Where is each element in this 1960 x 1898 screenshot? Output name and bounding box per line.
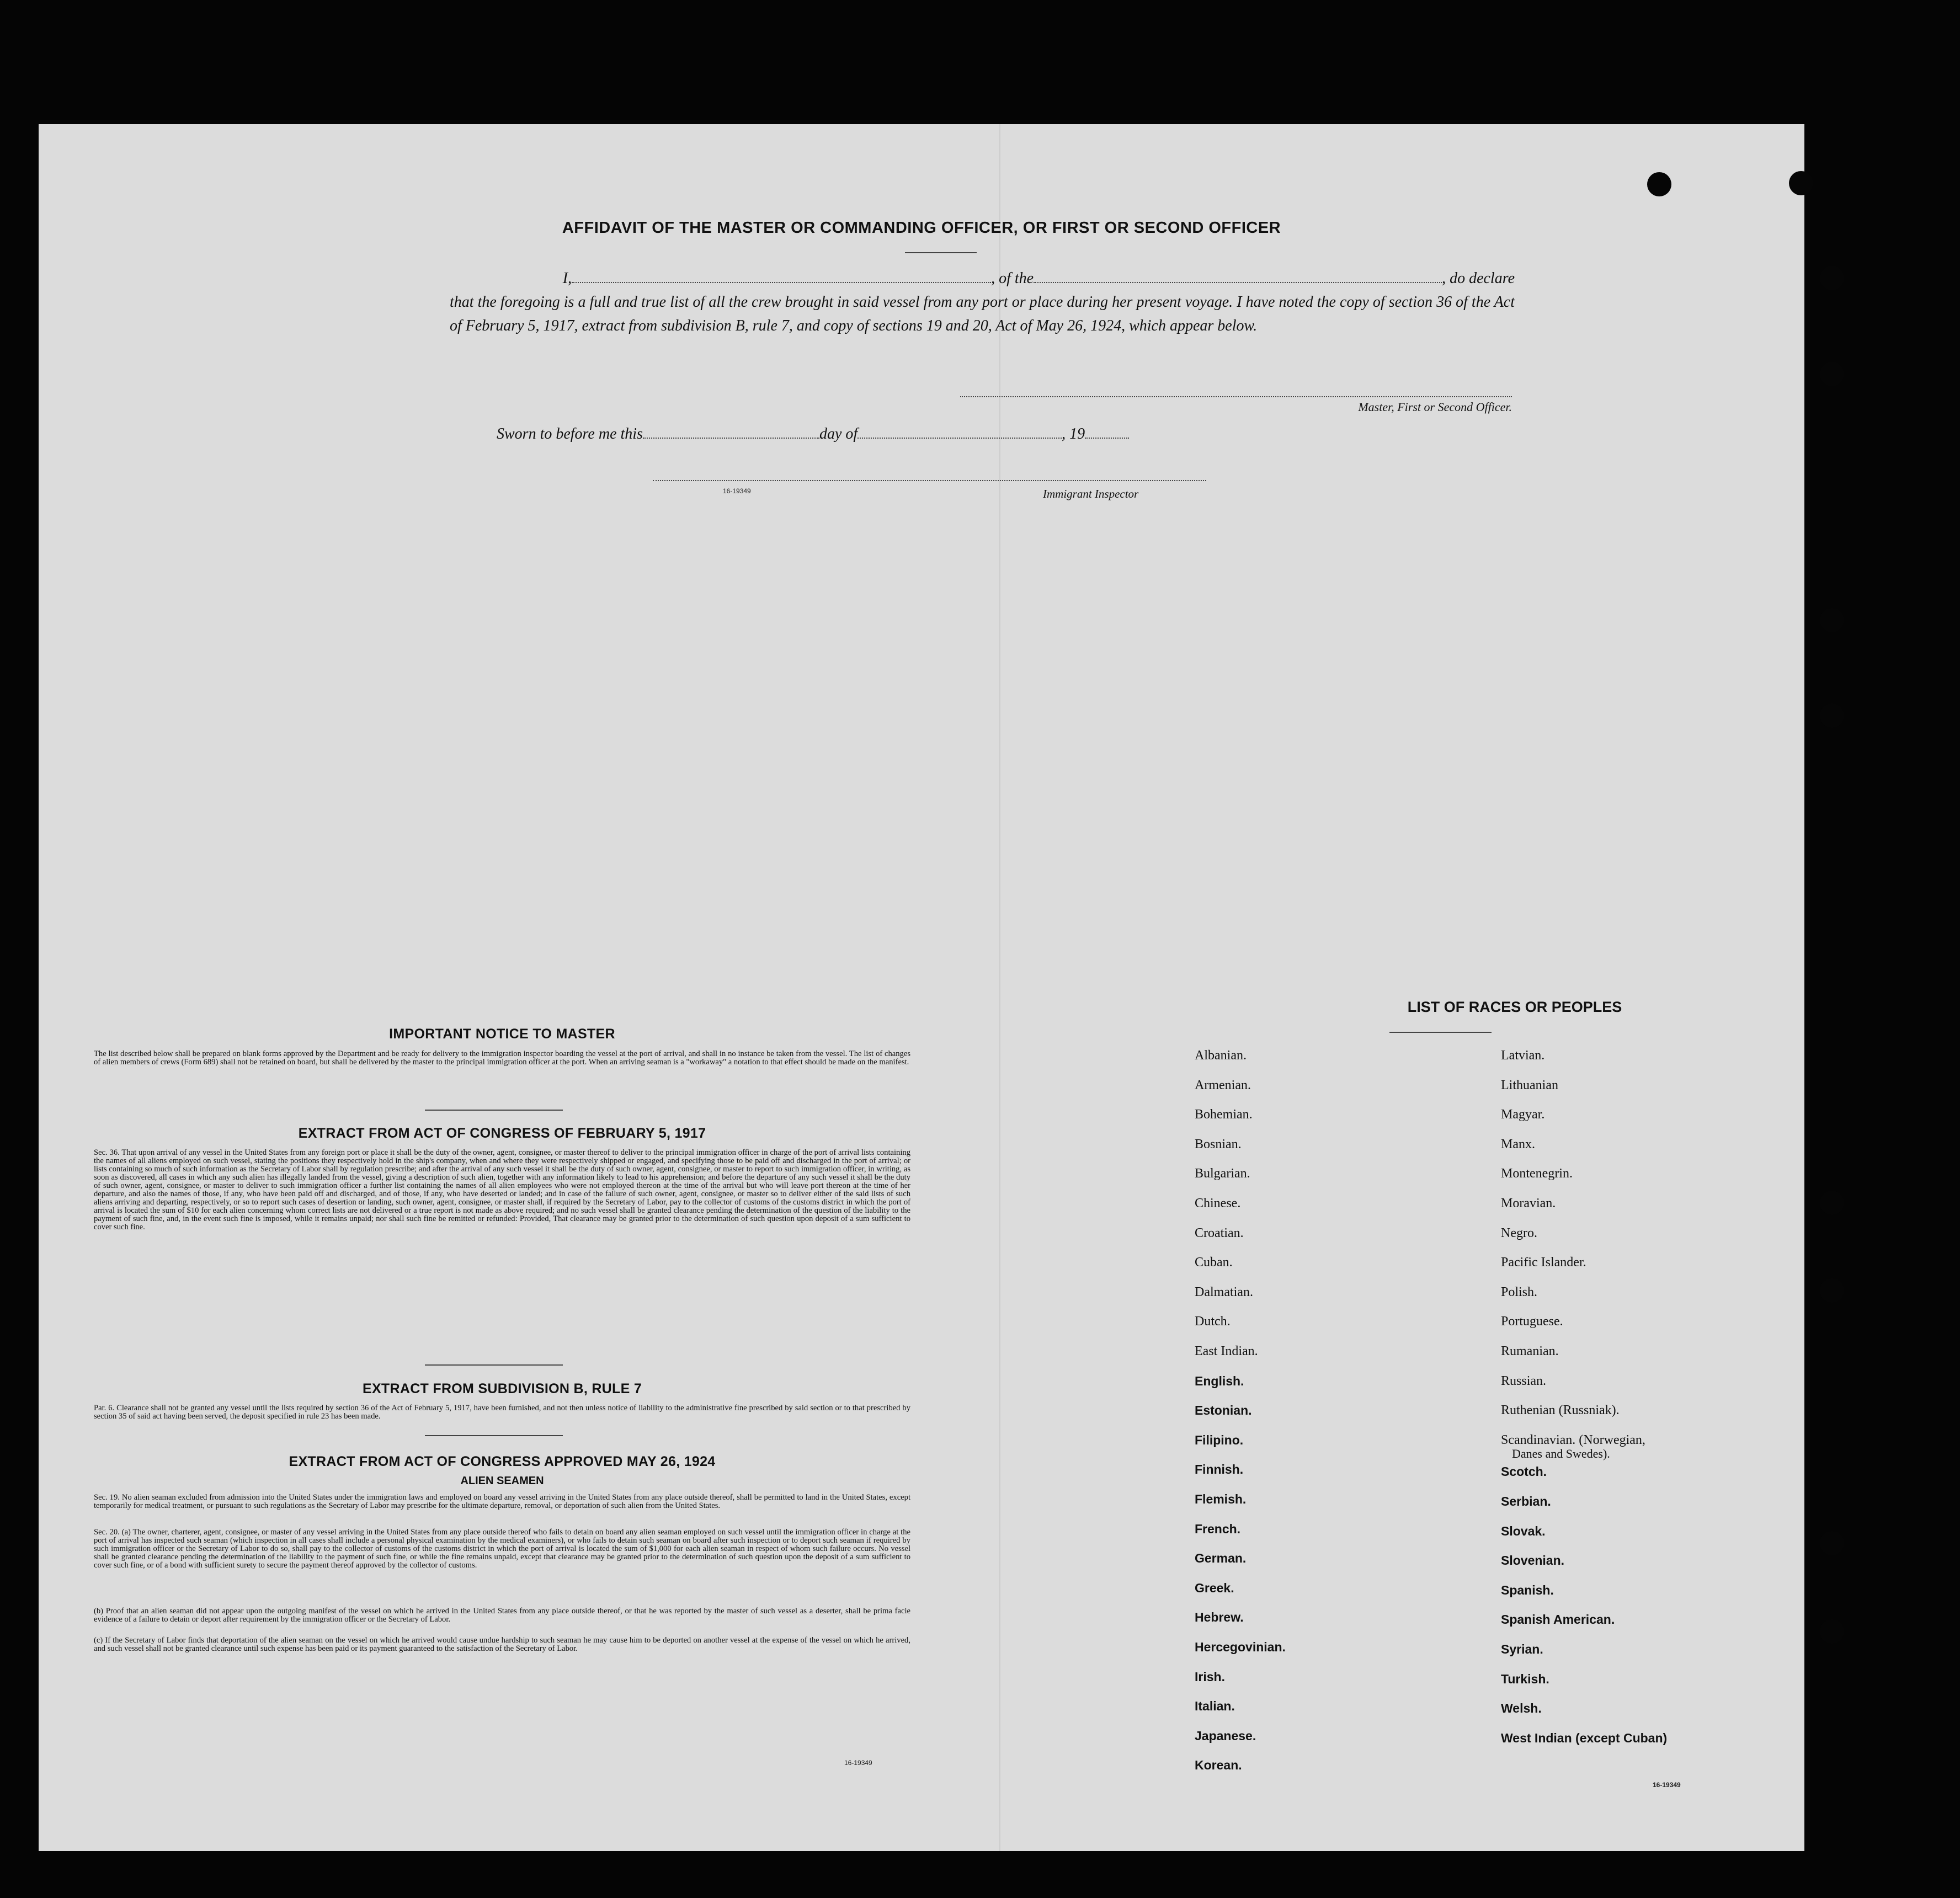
race-item: Armenian. <box>1195 1078 1251 1092</box>
race-item: Turkish. <box>1501 1671 1549 1686</box>
declare-label: , do declare <box>1442 270 1515 287</box>
form-number: 16-19349 <box>844 1759 872 1767</box>
divider <box>425 1110 563 1111</box>
punch-hole <box>1820 266 1844 290</box>
day-of-label: day of <box>819 425 858 442</box>
punch-hole <box>1820 703 1844 728</box>
race-item: Chinese. <box>1195 1196 1241 1211</box>
race-item: Serbian. <box>1501 1494 1551 1508</box>
race-item: Syrian. <box>1501 1642 1543 1656</box>
race-item: Montenegrin. <box>1501 1166 1573 1181</box>
race-item: Irish. <box>1195 1669 1225 1684</box>
master-signature-line[interactable] <box>960 396 1512 397</box>
extract-1917-text: Sec. 36. That upon arrival of any vessel in the United States from any foreign port or place it shall be the duty of the owner, agent, consignee, or master thereof to deliver to the principal immigration officer in charge of the port of arrival lists containing the names of all aliens employed on such vessel, stating the positions they respectively hold in the ship's company, when and where they were respectively shipped or engaged, and specifying those to be paid off and discharged in the port of arrival; or lists containing so much of such information as the Secretary of Labor shall by regulation prescribe; and after the arrival of any such vessel it shall be the duty of such owner, agent, consignee, or master to report to such immigration officer, in writing, as soon as discovered, all cases in which any such alien has illegally landed from the vessel, giving a description of such alien, together with any information likely to lead to his apprehension; and before the departure of any such vessel it shall be the duty of such owner, agent, consignee, or master to deliver to such immigration officer a further list containing the names of all alien employees who were not employed thereon at the time of the arrival but who will leave port thereon at the time of her departure, and also the names of those, if any, who have been paid off and discharged, and of those, if any, who have deserted or landed; and in case of the failure of such owner, agent, consignee, or master so to deliver either of the said lists of such aliens arriving and departing, respectively, or so to report such cases of desertion or landing, such owner, agent, consignee, or master shall, if required by the Secretary of Labor, pay to the collector of customs of the customs district in which the port of arrival is located the sum of $10 for each alien concerning whom correct lists are not delivered or a true report is not made as above required; and no such vessel shall be granted clearance pending the determination of the question of the liability to the payment of such fine, and, in the event such fine is imposed, while it remains unpaid; nor shall such fine be remitted or refunded: Provided, That clearance may be granted prior to the determination of such question upon deposit of a sum sufficient to cover such fine. <box>94 1148 910 1231</box>
race-item: Hebrew. <box>1195 1610 1244 1625</box>
sworn-month-field[interactable] <box>858 425 1062 439</box>
extract-rule7-text: Par. 6. Clearance shall not be granted any vessel until the lists required by section 36 of the Act of February 5, 1917, have been furnished, and not then unless notice of liability to the administrative fine prescribed by said section or to that prescribed by section 35 of said act having been served, the deposit specified in rule 23 has been made. <box>94 1404 910 1421</box>
sec20b-text: (b) Proof that an alien seaman did not appear upon the outgoing manifest of the vessel on which he arrived in the United States from any place outside thereof, or that he was reported by the master of such vessel as a deserter, shall be prima facie evidence of a failure to detain or deport after requirement by the immigration officer or the Secretary of Labor. <box>94 1607 910 1624</box>
inspector-signature-line[interactable] <box>653 480 1206 481</box>
i-label: I, <box>562 270 572 287</box>
punch-hole <box>1820 362 1844 386</box>
race-item: Polish. <box>1501 1284 1538 1299</box>
race-item: Manx. <box>1501 1137 1535 1151</box>
race-item: East Indian. <box>1195 1344 1258 1358</box>
affidavit-declaration-line <box>450 266 1515 290</box>
race-item: Filipino. <box>1195 1432 1244 1447</box>
divider <box>1389 1032 1492 1033</box>
divider <box>425 1364 563 1366</box>
race-item: Portuguese. <box>1501 1314 1563 1329</box>
race-item: English. <box>1195 1373 1244 1388</box>
race-item: Spanish. <box>1501 1582 1554 1597</box>
race-item: Bulgarian. <box>1195 1166 1250 1181</box>
race-item: Scandinavian. (Norwegian, <box>1501 1432 1645 1447</box>
race-item: Estonian. <box>1195 1403 1252 1418</box>
race-item: Japanese. <box>1195 1728 1256 1743</box>
race-item: Slovenian. <box>1501 1553 1565 1568</box>
form-number: 16-19349 <box>1653 1781 1681 1789</box>
punch-hole <box>1820 1619 1844 1644</box>
race-item: Greek. <box>1195 1580 1234 1595</box>
race-item: Rumanian. <box>1501 1344 1559 1358</box>
punch-hole <box>1820 608 1844 632</box>
sec20a-text: Sec. 20. (a) The owner, charterer, agent, consignee, or master of any vessel arriving in the United States from any place outside thereof who fails to detain on board any alien seaman employed on such vessel until the immigration officer in charge at the port of arrival has inspected such seaman (which inspection in all cases shall include a personal physical examination by the medical examiners), or who fails to detain such seaman on board after such inspection or to deport such seaman if required by such immigration officer or the Secretary of Labor to do so, shall pay to the collector of customs of the customs district in which the port of arrival is located the sum of $1,000 for each alien seaman in respect of whom such failure occurs. No vessel shall be granted clearance pending the determination of the liability to the payment of such fine, or while the fine remains unpaid, except that clearance may be granted prior to the determination of such question upon the deposit of a sum sufficient to cover such fine, or of a bond with sufficient surety to secure the payment thereof approved by the collector of customs. <box>94 1528 910 1570</box>
race-item: Dutch. <box>1195 1314 1231 1329</box>
name-field[interactable] <box>572 270 991 283</box>
race-item: Magyar. <box>1501 1107 1545 1122</box>
punch-hole <box>1820 1531 1844 1555</box>
race-item: Croatian. <box>1195 1225 1244 1240</box>
races-title: LIST OF RACES OR PEOPLES <box>1407 999 1622 1015</box>
extract-rule7-title: EXTRACT FROM SUBDIVISION B, RULE 7 <box>362 1381 642 1396</box>
race-item: French. <box>1195 1521 1241 1536</box>
affidavit-title: AFFIDAVIT OF THE MASTER OR COMMANDING OFFICER, OR FIRST OR SECOND OFFICER <box>562 219 1281 237</box>
punch-hole <box>1647 172 1671 196</box>
sec20c-text: (c) If the Secretary of Labor finds that deportation of the alien seaman on the vessel on which he arrived would cause undue hardship to such seaman he may cause him to be deported on another vessel at the expense of the vessel on which he arrived, and such vessel shall not be granted clearance until such expense has been paid or its payment guaranteed to the satisfaction of the Secretary of Labor. <box>94 1636 910 1653</box>
sworn-line <box>497 425 1129 443</box>
divider <box>425 1435 563 1436</box>
race-item: Hercegovinian. <box>1195 1640 1286 1654</box>
affidavit-body <box>450 266 1515 338</box>
extract-1924-title: EXTRACT FROM ACT OF CONGRESS APPROVED MAY 26, 1924 <box>289 1454 716 1469</box>
race-item: Bohemian. <box>1195 1107 1253 1122</box>
race-item: Slovak. <box>1501 1523 1546 1538</box>
race-item: Albanian. <box>1195 1048 1247 1063</box>
race-item: Bosnian. <box>1195 1137 1242 1151</box>
notice-text: The list described below shall be prepared on blank forms approved by the Department and be ready for delivery to the immigration inspector boarding the vessel at the port of arrival, and shall in no instance be taken from the vessel. The list of changes of alien members of crews (Form 689) shall not be retained on board, but shall be delivered by the master to the principal immigration officer at the port. When an arriving seaman is a "workaway" a notation to that effect should be made on the manifest. <box>94 1049 910 1067</box>
race-item: Spanish American. <box>1501 1612 1615 1627</box>
vessel-field[interactable] <box>1034 270 1442 283</box>
sworn-day-field[interactable] <box>643 425 819 439</box>
race-item: Lithuanian <box>1501 1078 1558 1092</box>
form-number: 16-19349 <box>723 487 751 495</box>
alien-seamen-subtitle: ALIEN SEAMEN <box>460 1475 544 1487</box>
notice-title: IMPORTANT NOTICE TO MASTER <box>389 1026 615 1042</box>
year-label: , 19 <box>1062 425 1085 442</box>
punch-hole <box>1820 1278 1844 1303</box>
race-item: Latvian. <box>1501 1048 1545 1063</box>
race-item: Negro. <box>1501 1225 1537 1240</box>
extract-1917-title: EXTRACT FROM ACT OF CONGRESS OF FEBRUARY 5, 1917 <box>298 1126 706 1141</box>
race-item: Dalmatian. <box>1195 1284 1253 1299</box>
divider <box>905 252 977 253</box>
race-item: Finnish. <box>1195 1462 1244 1477</box>
punch-hole <box>1820 1191 1844 1215</box>
race-item: Moravian. <box>1501 1196 1556 1211</box>
sworn-year-field[interactable] <box>1085 425 1129 439</box>
sworn-label: Sworn to before me this <box>497 425 643 442</box>
race-item: German. <box>1195 1551 1247 1566</box>
race-item: Korean. <box>1195 1758 1242 1773</box>
inspector-label: Immigrant Inspector <box>1043 487 1139 500</box>
race-item: West Indian (except Cuban) <box>1501 1730 1668 1745</box>
punch-hole <box>1789 171 1813 195</box>
of-the-label: , of the <box>991 270 1034 287</box>
sec19-text: Sec. 19. No alien seaman excluded from admission into the United States under the immigration laws and employed on board any vessel arriving in the United States from any place outside thereof, shall be permitted to land in the United States, except temporarily for medical treatment, or pursuant to such regulations as the Secretary of Labor may prescribe for the ultimate departure, removal, or deportation of such alien from the United States. <box>94 1493 910 1510</box>
race-item: Welsh. <box>1501 1701 1542 1716</box>
race-item: Danes and Swedes). <box>1512 1447 1610 1460</box>
race-item: Cuban. <box>1195 1255 1233 1270</box>
race-item: Russian. <box>1501 1373 1547 1388</box>
document-sheet <box>39 124 1804 1851</box>
race-item: Italian. <box>1195 1699 1235 1714</box>
race-item: Ruthenian (Russniak). <box>1501 1403 1620 1418</box>
race-item: Pacific Islander. <box>1501 1255 1586 1270</box>
page-fold <box>999 124 1000 1851</box>
affidavit-statement: that the foregoing is a full and true list of all the crew brought in said vessel from any port or place during her present voyage. I have noted the copy of section 36 of the Act of February 5, 1917, extract from subdivision B, rule 7, and copy of sections 19 and 20, Act of May 26, 1924, which appear below. <box>450 294 1515 334</box>
race-item: Scotch. <box>1501 1464 1547 1479</box>
master-label: Master, First or Second Officer. <box>1358 400 1512 414</box>
race-item: Flemish. <box>1195 1492 1247 1506</box>
